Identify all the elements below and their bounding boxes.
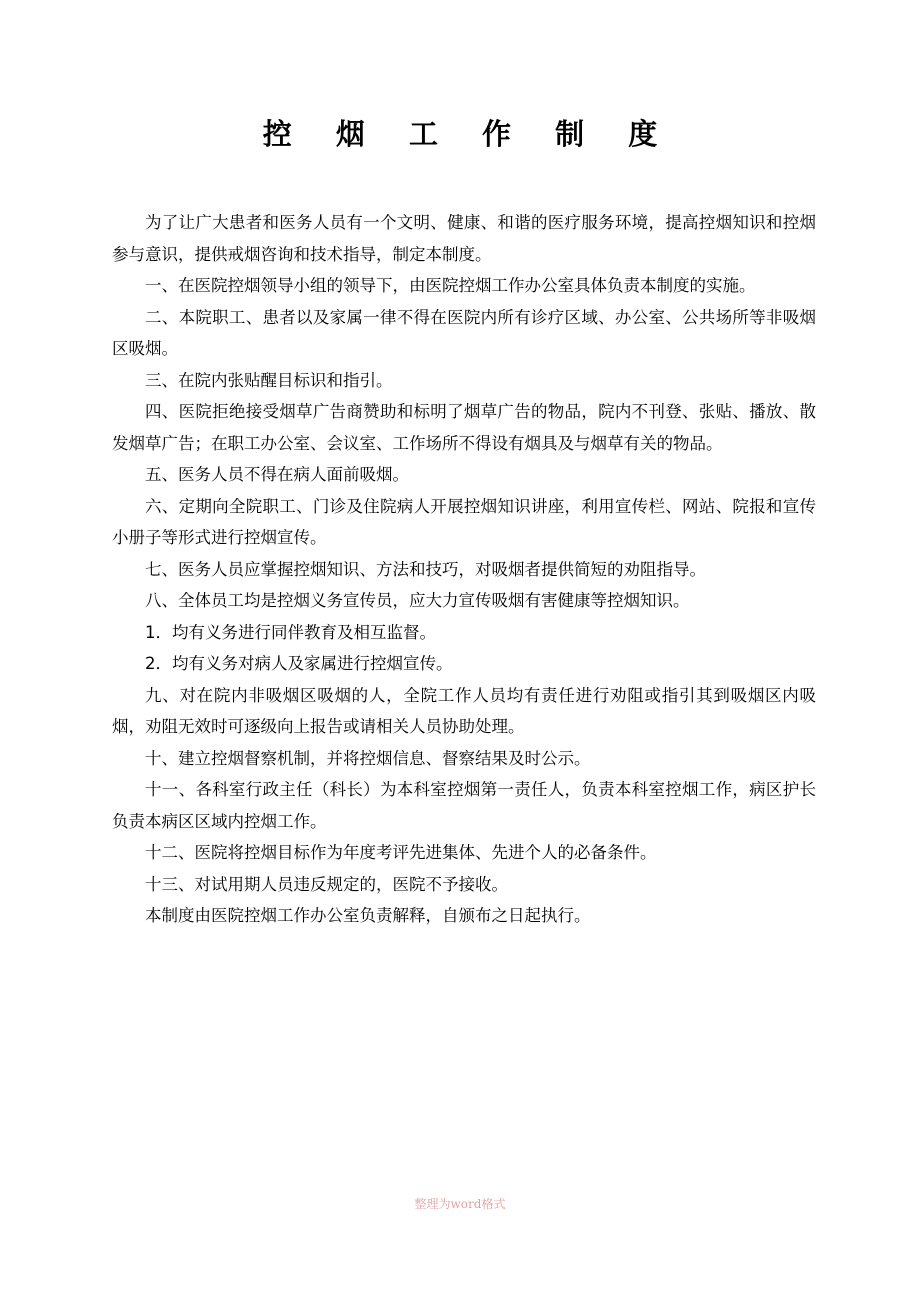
paragraph-item-5: 五、医务人员不得在病人面前吸烟。 [145, 465, 409, 484]
paragraph-item-1: 一、在医院控烟领导小组的领导下，由医院控烟工作办公室具体负责本制度的实施。 [145, 276, 756, 295]
paragraph-item-9: 九、对在院内非吸烟区吸烟的人，全院工作人员均有责任进行劝阻或指引其到吸烟区内吸烟，劝阻无效时可逐级向上报告或请相关人员协助处理。 [112, 685, 816, 736]
document-title: 控 烟 工 作 制 度 [262, 117, 675, 151]
paragraph-subitem-8-2: 2．均有义务对病人及家属进行控烟宣传。 [145, 654, 453, 673]
paragraph-subitem-8-1: 1．均有义务进行同伴教育及相互监督。 [145, 622, 436, 642]
paragraph-item-6: 六、定期向全院职工、门诊及住院病人开展控烟知识讲座，利用宣传栏、网站、院报和宣传小册子等形式进行控烟宣传。 [112, 496, 816, 547]
paragraph-item-8: 八、全体员工均是控烟义务宣传员，应大力宣传吸烟有害健康等控烟知识。 [145, 591, 690, 610]
paragraph-item-12: 十二、医院将控烟目标作为年度考评先进集体、先进个人的必备条件。 [145, 843, 657, 862]
footer-watermark: 整理为word格式 [414, 1197, 506, 1211]
paragraph-item-13: 十三、对试用期人员违反规定的，医院不予接收。 [145, 874, 508, 894]
paragraph-item-7: 七、医务人员应掌握控烟知识、方法和技巧，对吸烟者提供简短的劝阻指导。 [145, 559, 706, 579]
paragraph-item-11: 十一、各科室行政主任（科长）为本科室控烟第一责任人，负责本科室控烟工作，病区护长负责本病区区域内控烟工作。 [112, 780, 816, 831]
paragraph-item-3: 三、在院内张贴醒目标识和指引。 [145, 370, 393, 390]
paragraph-item-2: 二、本院职工、患者以及家属一律不得在医院内所有诊疗区域、办公室、公共场所等非吸烟区吸烟。 [112, 307, 816, 358]
paragraph-item-4: 四、医院拒绝接受烟草广告商赞助和标明了烟草广告的物品，院内不刊登、张贴、播放、散发烟草广告；在职工办公室、会议室、工作场所不得设有烟具及与烟草有关的物品。 [112, 402, 816, 453]
paragraph-closing: 本制度由医院控烟工作办公室负责解释，自颁布之日起执行。 [145, 906, 591, 925]
paragraph-item-10: 十、建立控烟督察机制，并将控烟信息、督察结果及时公示。 [145, 748, 591, 768]
document-body [112, 207, 816, 932]
paragraph-intro: 为了让广大患者和医务人员有一个文明、健康、和谐的医疗服务环境，提高控烟知识和控烟参与意识，提供戒烟咨询和技术指导，制定本制度。 [112, 213, 816, 264]
